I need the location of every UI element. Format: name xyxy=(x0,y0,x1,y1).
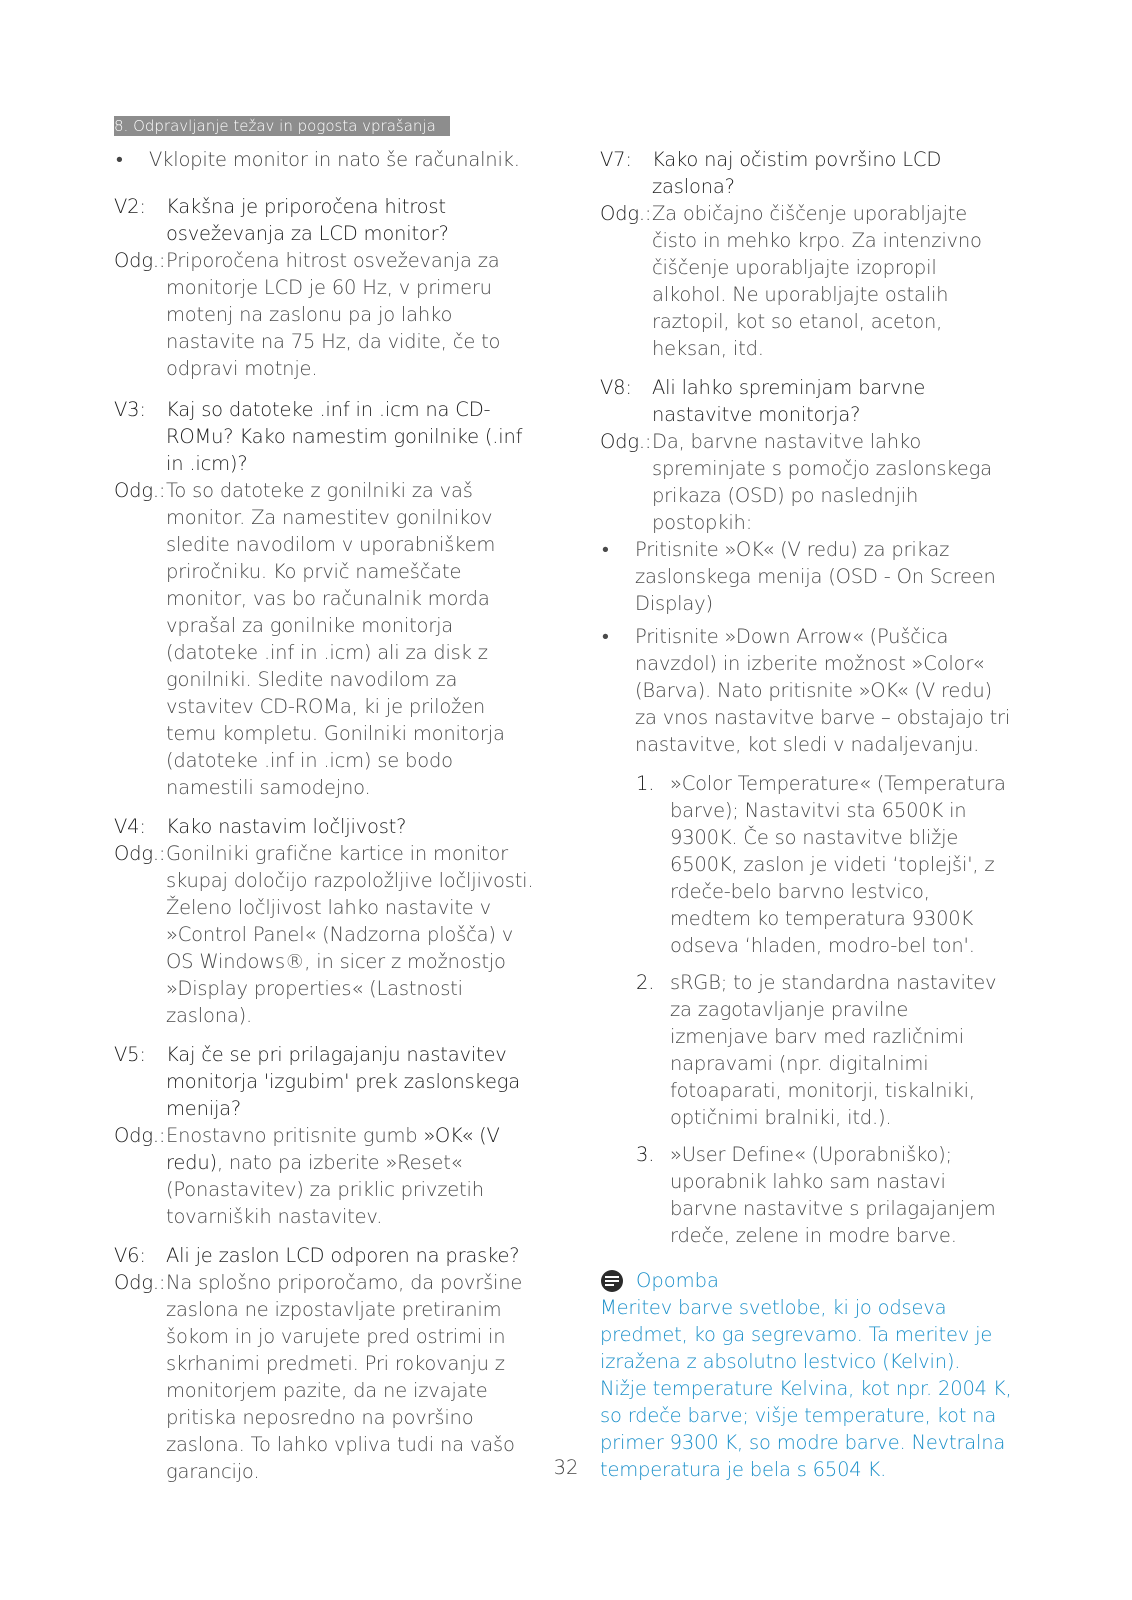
answer-text: Gonilniki grafične kartice in monitor skupaj določijo razpoložljive ločljivosti. Želeno ločljivost lahko nastavite v »Control Panel« (Nadzorna plošča) v OS Windows®, in sicer z možnostjo »Display properties« (Lastnosti zaslona). xyxy=(166,842,534,1027)
numbered-item xyxy=(600,969,1012,1131)
answer-text xyxy=(166,1122,534,1230)
qa-v3 xyxy=(114,396,534,801)
section-header: 8. Odpravljanje težav in pogosta vprašanja xyxy=(114,116,450,136)
answer xyxy=(114,477,534,801)
note-title: Opomba xyxy=(636,1269,719,1292)
answer-text: Za običajno čiščenje uporabljajte čisto in mehko krpo. Za intenzivno čiščenje uporabljajte izopropil alkohol. Ne uporabljajte ostalih raztopil, kot so etanol, aceton, heksan, itd. xyxy=(652,202,982,360)
note-pencil-icon xyxy=(600,1269,624,1293)
question-text: Ali je zaslon LCD odporen na praske? xyxy=(166,1244,520,1267)
intro-bullet xyxy=(114,146,534,173)
qa-v6 xyxy=(114,1242,534,1485)
question-text: Kako nastavim ločljivost? xyxy=(166,815,407,838)
answer-label: Odg.: xyxy=(114,1271,166,1294)
answer-label: Odg.: xyxy=(600,430,652,453)
answer xyxy=(114,247,534,382)
item-number: 3. xyxy=(636,1143,655,1166)
note-text: Meritev barve svetlobe, ki jo odseva predmet, ko ga segrevamo. Ta meritev je izražena z absolutno lestvico (Kelvin). Nižje temperature Kelvina, kot npr. 2004 K, so rdeče barve; višje temperature, kot na primer 9300 K, so modre barve. Nevtralna temperatura je bela s 6504 K. xyxy=(600,1296,1012,1481)
list-item xyxy=(600,623,1012,758)
answer-text-post: , nato pa izberite »Reset« (Ponastavitev) za priklic privzetih tovarniških nastavitev. xyxy=(166,1151,484,1228)
bullet-dot: • xyxy=(602,538,609,561)
ok-button-reference: »OK« (V redu) xyxy=(166,1124,500,1174)
question-label: V6: xyxy=(114,1244,146,1267)
answer-label: Odg.: xyxy=(114,249,166,272)
answer-label: Odg.: xyxy=(114,1124,166,1147)
answer xyxy=(600,200,1012,362)
bullet-dot: • xyxy=(116,148,123,171)
question xyxy=(600,374,1012,428)
question-label: V2: xyxy=(114,195,146,218)
list-item xyxy=(600,536,1012,617)
answer-label: Odg.: xyxy=(114,479,166,502)
item-text: »Color Temperature« (Temperatura barve); Nastavitvi sta 6500K in 9300K. Če so nastavitve bližje 6500K, zaslon je videti ‘toplejši', z rdeče-belo barvno lestvico, medtem ko temperatura 9300K odseva ‘hladen, modro-bel ton'. xyxy=(670,772,1006,957)
answer xyxy=(600,428,1012,536)
question-text: Ali lahko spreminjam barvne nastavitve monitorja? xyxy=(652,376,926,426)
note-header xyxy=(600,1267,1012,1294)
question xyxy=(114,1242,534,1269)
answer-label: Odg.: xyxy=(600,202,652,225)
answer-text: Na splošno priporočamo, da površine zaslona ne izpostavljate pretiranim šokom in jo varujete pred ostrimi in skrhanimi predmeti. Pri rokovanju z monitorjem pazite, da ne izvajate pritiska neposredno na površino zaslona. To lahko vpliva tudi na vašo garancijo. xyxy=(166,1271,523,1483)
question-text: Kaj če se pri prilagajanju nastavitev monitorja 'izgubim' prek zaslonskega menija? xyxy=(166,1043,520,1120)
list-item-text: Pritisnite »OK« (V redu) za prikaz zaslonskega menija (OSD - On Screen Display) xyxy=(635,538,996,615)
answer-text: Da, barvne nastavitve lahko spreminjate s pomočjo zaslonskega prikaza (OSD) po naslednjih postopkih: xyxy=(652,430,992,534)
numbered-item xyxy=(600,1141,1012,1249)
qa-v2 xyxy=(114,193,534,382)
question-label: V8: xyxy=(600,376,632,399)
answer xyxy=(114,1122,534,1230)
question-text: Kako naj očistim površino LCD zaslona? xyxy=(652,148,942,198)
numbered-item xyxy=(600,770,1012,959)
qa-v4 xyxy=(114,813,534,1029)
note-box xyxy=(600,1267,1012,1483)
question xyxy=(114,1041,534,1122)
answer-text: Priporočena hitrost osveževanja za monitorje LCD je 60 Hz, v primeru motenj na zaslonu pa jo lahko nastavite na 75 Hz, da vidite, če to odpravi motnje. xyxy=(166,249,501,380)
right-column xyxy=(600,146,1012,1483)
item-text: »User Define« (Uporabniško); uporabnik lahko sam nastavi barvne nastavitve s prilagajanjem rdeče, zelene in modre barve. xyxy=(670,1143,996,1247)
item-text: sRGB; to je standardna nastavitev za zagotavljanje pravilne izmenjave barv med različnimi napravami (npr. digitalnimi fotoaparati, monitorji, tiskalniki, optičnimi bralniki, itd.). xyxy=(670,971,997,1129)
item-number: 1. xyxy=(636,772,655,795)
qa-v8 xyxy=(600,374,1012,536)
intro-bullet-text: Vklopite monitor in nato še računalnik. xyxy=(149,148,520,171)
item-number: 2. xyxy=(636,971,655,994)
question xyxy=(114,396,534,477)
question-label: V3: xyxy=(114,398,146,421)
question-label: V5: xyxy=(114,1043,146,1066)
qa-v7 xyxy=(600,146,1012,362)
page-number: 32 xyxy=(553,1456,579,1479)
question-text: Kakšna je priporočena hitrost osveževanja za LCD monitor? xyxy=(166,195,449,245)
question-label: V7: xyxy=(600,148,632,171)
question xyxy=(114,193,534,247)
list-item-text: Pritisnite »Down Arrow« (Puščica navzdol) in izberite možnost »Color« (Barva). Nato pritisnite »OK« (V redu) za vnos nastavitve barve – obstajajo tri nastavitve, kot sledi v nadaljevanju. xyxy=(635,625,1011,756)
question xyxy=(114,813,534,840)
question-label: V4: xyxy=(114,815,146,838)
question xyxy=(600,146,1012,200)
answer-label: Odg.: xyxy=(114,842,166,865)
answer xyxy=(114,840,534,1029)
answer xyxy=(114,1269,534,1485)
left-column xyxy=(114,146,534,1485)
answer-text: To so datoteke z gonilniki za vaš monitor. Za namestitev gonilnikov sledite navodilom v uporabniškem priročniku. Ko prvič nameščate monitor, vas bo računalnik morda vprašal za gonilnike monitorja (datoteke .inf in .icm) ali za disk z gonilniki. Sledite navodilom za vstavitev CD-ROMa, ki je priložen temu kompletu. Gonilniki monitorja (datoteke .inf in .icm) se bodo namestili samodejno. xyxy=(166,479,505,799)
answer-text-pre: Enostavno pritisnite gumb xyxy=(166,1124,424,1147)
question-text: Kaj so datoteke .inf in .icm na CD-ROMu? Kako namestim gonilnike (.inf in .icm)? xyxy=(166,398,523,475)
qa-v5 xyxy=(114,1041,534,1230)
bullet-dot: • xyxy=(602,625,609,648)
